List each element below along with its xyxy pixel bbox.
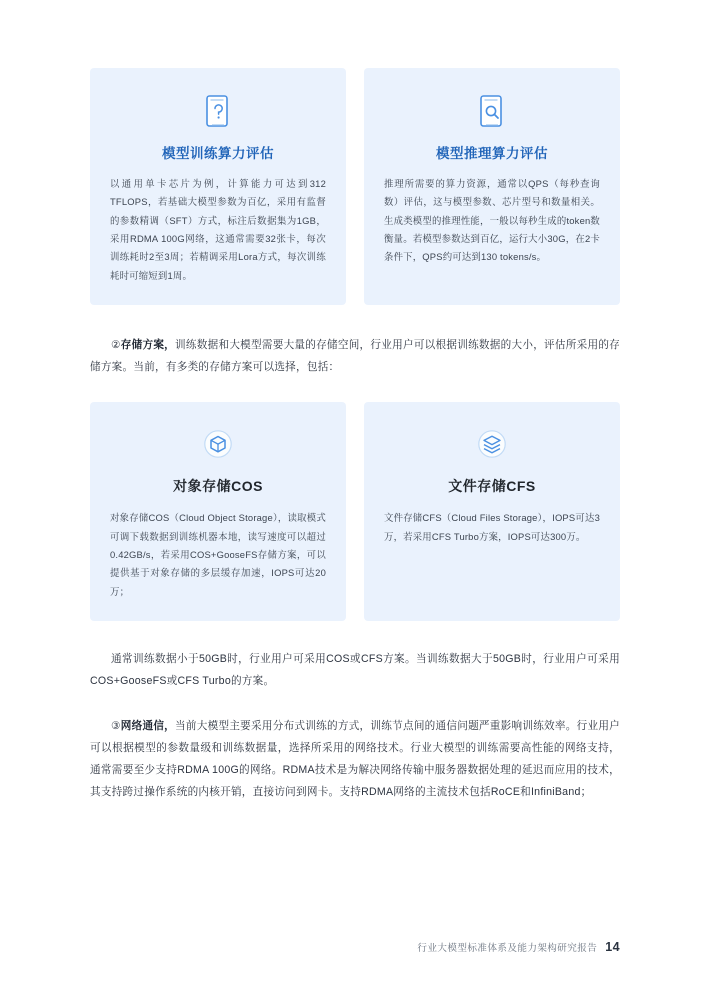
card-title: 模型推理算力评估 <box>436 146 548 161</box>
card-object-storage-cos <box>90 402 346 621</box>
card-body: 对象存储COS（Cloud Object Storage），读取模式可调下载数据到训练机器本地，读写速度可以超过0.42GB/s，若采用COS+GooseFS存储方案，可以提供基于对象存储的多层缓存加速，IOPS可达20万； <box>110 512 326 597</box>
spacer <box>90 621 620 649</box>
spacer <box>90 378 620 402</box>
card-body: 推理所需要的算力资源，通常以QPS（每秒查询数）评估，这与模型参数、芯片型号和数量相关。生成类模型的推理性能，一般以每秒生成的token数衡量。若模型参数达到百亿，运行大小30G，在2卡条件下，QPS约可达到130 tokens/s。 <box>384 178 600 263</box>
paragraph-marker: ③ <box>111 720 121 733</box>
card-row-compute <box>90 68 620 305</box>
paragraph-storage-recommendation: 通常训练数据小于50GB时，行业用户可采用COS或CFS方案。当训练数据大于50GB时，行业用户可采用COS+GooseFS或CFS Turbo的方案。 <box>90 653 620 687</box>
card-title: 模型训练算力评估 <box>162 146 274 161</box>
card-title: 对象存储COS <box>173 478 263 495</box>
paragraph-storage-intro <box>90 335 620 378</box>
card-model-training-compute <box>90 68 346 305</box>
cube-storage-icon <box>110 424 326 468</box>
paragraph-text: 训练数据和大模型需要大量的存储空间，行业用户可以根据训练数据的大小，评估所采用的存储方案。当前，有多类的存储方案可以选择，包括： <box>90 338 621 373</box>
layers-storage-icon <box>384 424 600 468</box>
card-title: 文件存储CFS <box>448 478 536 495</box>
spacer <box>90 305 620 335</box>
document-chart-icon <box>110 90 326 134</box>
paragraph-lead: 网络通信， <box>120 720 176 733</box>
spacer <box>90 692 620 716</box>
card-body: 文件存储CFS（Cloud Files Storage），IOPS可达3万，若采用CFS Turbo方案，IOPS可达300万。 <box>384 512 600 542</box>
paragraph-text: 当前大模型主要采用分布式训练的方式，训练节点间的通信问题严重影响训练效率。行业用户可以根据模型的参数量级和训练数据量，选择所采用的网络技术。行业大模型的训练需要高性能的网络支持，通常需要至少支持RDMA 100G的网络。RDMA技术是为解决网络传输中服务器数据处理的延迟而应用的技术，其支持跨过操作系统的内核开销，直接访问到网卡。支持RDMA网络的主流技术包括RoCE和InfiniBand； <box>90 720 621 798</box>
card-body: 以通用单卡芯片为例，计算能力可达到312 TFLOPS，若基础大模型参数为百亿，采用有监督的参数精调（SFT）方式，标注后数据集为1GB，采用RDMA 100G网络，这通常需要32张卡，每次训练耗时2至3周；若精调采用Lora方式，每次训练耗时可缩短到1周。 <box>110 178 326 281</box>
card-file-storage-cfs <box>364 402 620 621</box>
paragraph-lead: 存储方案， <box>120 338 176 351</box>
document-search-icon <box>384 90 600 134</box>
card-model-inference-compute <box>364 68 620 305</box>
card-row-storage <box>90 402 620 621</box>
page-number: 14 <box>605 940 620 954</box>
footer-title: 行业大模型标准体系及能力架构研究报告 <box>417 943 598 954</box>
paragraph-network-communication <box>90 716 620 803</box>
page-content <box>90 68 620 803</box>
paragraph-marker: ② <box>111 338 121 351</box>
page-footer <box>417 940 620 954</box>
